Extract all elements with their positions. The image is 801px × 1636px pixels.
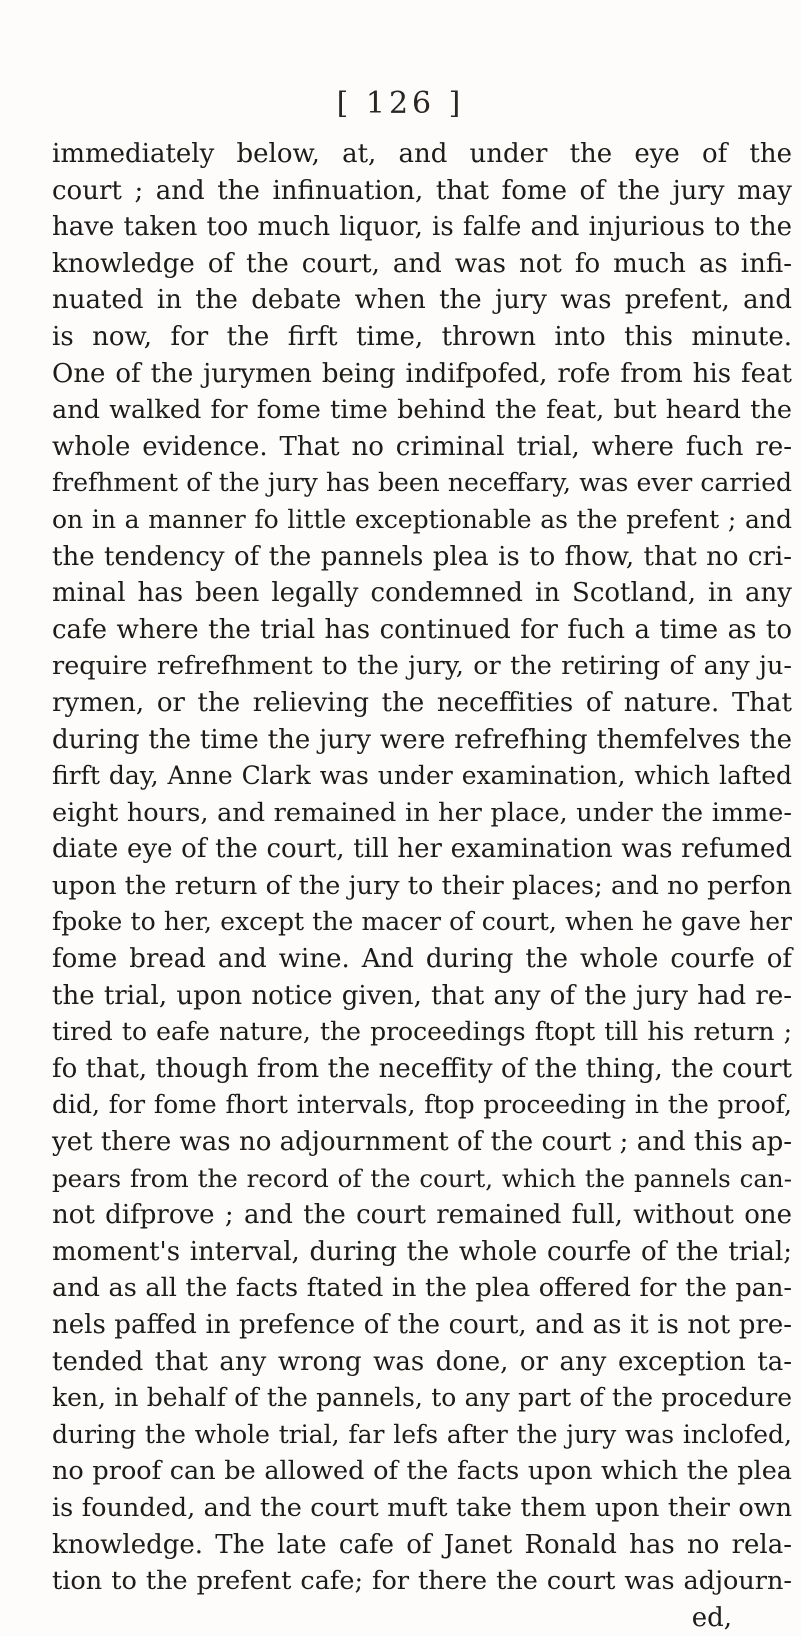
text-line: eight hours, and remained in her place, under the imme- <box>52 797 792 828</box>
text-line: tion to the prefent cafe; for there the court was adjourn- <box>52 1566 792 1597</box>
text-line: the trial, upon notice given, that any of the jury had re- <box>52 980 792 1011</box>
text-line: cafe where the trial has continued for fuch a time as to <box>52 614 792 645</box>
text-line: on in a manner fo little exceptionable as the prefent ; and <box>52 504 792 534</box>
text-line: no proof can be allowed of the facts upon which the plea <box>52 1456 792 1487</box>
text-line: pears from the record of the court, which the pannels can- <box>52 1163 792 1193</box>
text-line: court ; and the infinuation, that fome of the jury may <box>52 175 792 206</box>
text-line: is now, for the firft time, thrown into this minute. <box>52 321 792 352</box>
text-line: and walked for fome time behind the feat, but heard the <box>52 395 792 426</box>
text-line: immediately below, at, and under the eye of the <box>52 139 792 169</box>
page-number: [ 126 ] <box>336 86 465 121</box>
text-line: diate eye of the court, till her examination was refumed <box>52 834 792 865</box>
text-line: have taken too much liquor, is falfe and injurious to the <box>52 212 792 243</box>
text-line: and as all the facts ftated in the plea offered for the pan- <box>52 1273 792 1304</box>
text-line: minal has been legally condemned in Scotland, in any <box>52 578 792 609</box>
text-line: frefhment of the jury has been neceffary, was ever carried <box>52 468 792 498</box>
text-line: is founded, and the court muft take them upon their own <box>52 1492 792 1523</box>
text-line: fo that, though from the neceffity of the thing, the court <box>52 1053 792 1084</box>
text-line: during the time the jury were refrefhing themfelves the <box>52 724 792 755</box>
text-line: One of the jurymen being indifpofed, rofe from his feat <box>52 358 792 389</box>
text-line: tended that any wrong was done, or any exception ta- <box>52 1346 792 1377</box>
text-line: moment's interval, during the whole courfe of the trial; <box>52 1236 792 1267</box>
body-text <box>52 136 792 1636</box>
text-line: the tendency of the pannels plea is to fhow, that no cri- <box>52 541 792 572</box>
text-line: fpoke to her, except the macer of court, when he gave her <box>52 907 792 937</box>
text-line: did, for fome fhort intervals, ftop proceeding in the proof, <box>52 1090 792 1120</box>
catchword: ed, <box>691 1602 732 1633</box>
text-line: firft day, Anne Clark was under examination, which lafted <box>52 761 792 791</box>
text-line: nels paffed in prefence of the court, and as it is not pre- <box>52 1310 792 1340</box>
text-line: not difprove ; and the court remained full, without one <box>52 1200 792 1231</box>
text-line: rymen, or the relieving the neceffities of nature. That <box>52 687 792 718</box>
text-line: during the whole trial, far lefs after the jury was inclofed, <box>52 1419 792 1449</box>
text-line: ken, in behalf of the pannels, to any part of the procedure <box>52 1383 792 1413</box>
text-line: tired to eafe nature, the proceedings ftopt till his return ; <box>52 1017 792 1047</box>
text-line: whole evidence. That no criminal trial, where fuch re- <box>52 431 792 462</box>
text-line: upon the return of the jury to their places; and no perfon <box>52 870 792 901</box>
text-line: require refrefhment to the jury, or the retiring of any ju- <box>52 651 792 682</box>
text-line: knowledge of the court, and was not fo much as infi- <box>52 248 792 279</box>
text-line: yet there was no adjournment of the court ; and this ap- <box>52 1127 792 1158</box>
text-line: nuated in the debate when the jury was prefent, and <box>52 285 792 316</box>
text-line: fome bread and wine. And during the whole courfe of <box>52 944 792 975</box>
text-line: knowledge. The late cafe of Janet Ronald has no rela- <box>52 1529 792 1560</box>
